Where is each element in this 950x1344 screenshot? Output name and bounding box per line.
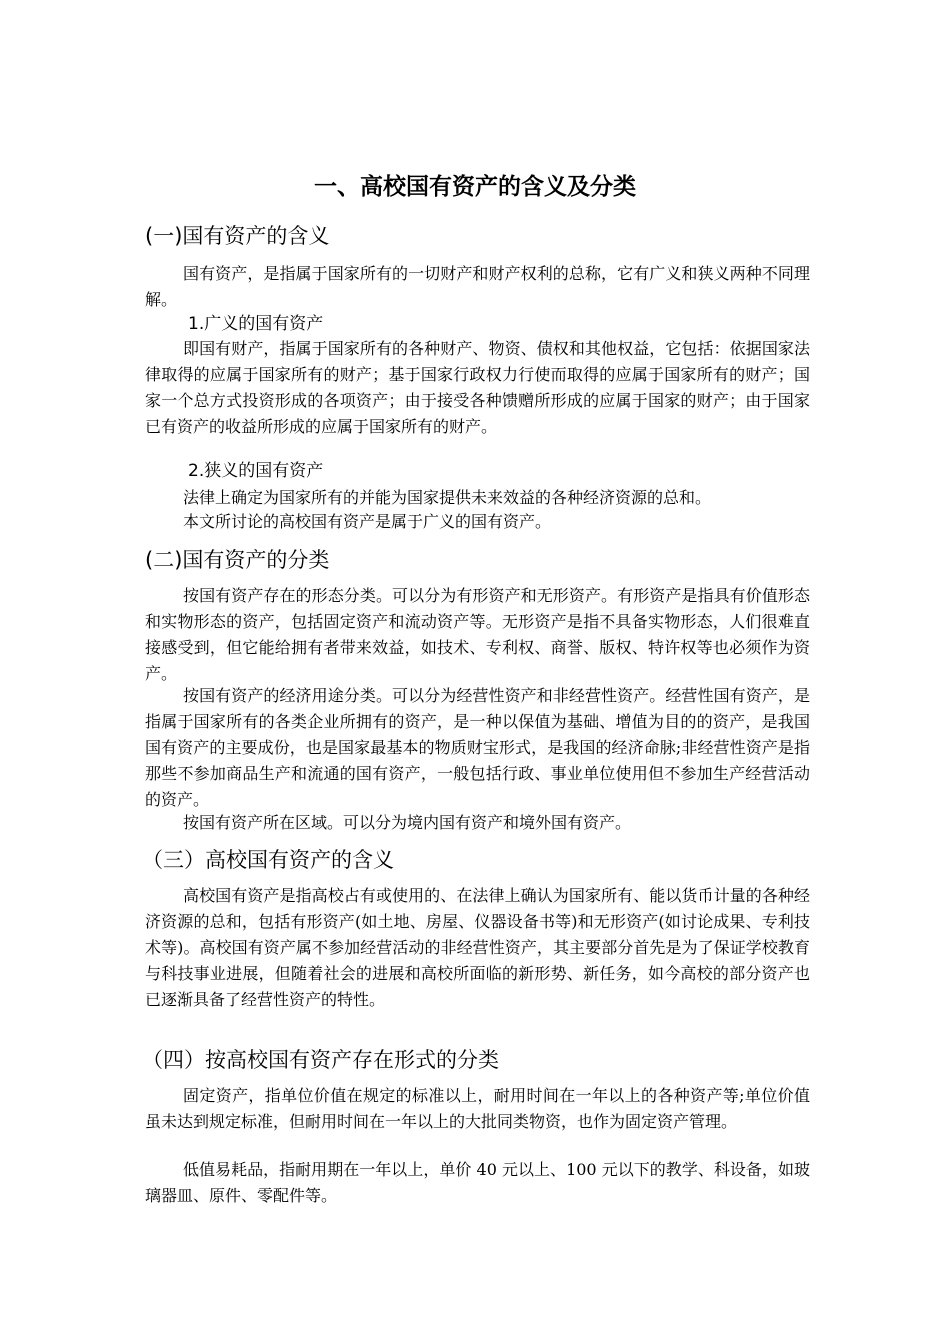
- section-2-paragraph-1: 按国有资产存在的形态分类。可以分为有形资产和无形资产。有形资产是指具有价值形态和实物形态的资产，包括固定资产和流动资产等。无形资产是指不具备实物形态，人们很难直接感受到，但它能给拥有者带来效益，如技术、专利权、商誉、版权、特许权等也必须作为资产。: [145, 586, 810, 683]
- page-title: 一、高校国有资产的含义及分类: [314, 174, 636, 200]
- section-2-heading: (二)国有资产的分类: [145, 548, 330, 572]
- section-1-sub2-heading: 2.狭义的国有资产: [188, 461, 324, 481]
- section-1-heading: (一)国有资产的含义: [145, 224, 330, 248]
- section-2-paragraph-3: 按国有资产所在区域。可以分为境内国有资产和境外国有资产。: [183, 813, 632, 832]
- section-1-sub1-text: 即国有财产，指属于国家所有的各种财产、物资、债权和其他权益，它包括：依据国家法律取得的应属于国家所有的财产；基于国家行政权力行使而取得的应属于国家所有的财产；国家一个总方式投资形成的各项资产；由于接受各种馈赠所形成的应属于国家的财产；由于国家已有资产的收益所形成的应属于国家所有的财产。: [145, 339, 810, 436]
- section-4-paragraph-1: 固定资产，指单位价值在规定的标准以上，耐用时间在一年以上的各种资产等;单位价值虽未达到规定标准，但耐用时间在一年以上的大批同类物资，也作为固定资产管理。: [145, 1086, 810, 1131]
- section-4-heading: （四）按高校国有资产存在形式的分类: [142, 1048, 499, 1072]
- section-1-sub1-heading: 1.广义的国有资产: [188, 314, 324, 334]
- section-3-paragraph-1: 高校国有资产是指高校占有或使用的、在法律上确认为国家所有、能以货币计量的各种经济资源的总和，包括有形资产(如土地、房屋、仪器设备书等)和无形资产(如讨论成果、专利技术等)。高校国有资产属不参加经营活动的非经营性资产，其主要部分首先是为了保证学校教育与科技事业进展，但随着社会的进展和高校所面临的新形势、新任务，如今高校的部分资产也已逐渐具备了经营性资产的特性。: [145, 886, 810, 1009]
- section-1-intro: 国有资产，是指属于国家所有的一切财产和财产权利的总称，它有广义和狭义两种不同理解。: [145, 264, 810, 309]
- section-2-paragraph-2: 按国有资产的经济用途分类。可以分为经营性资产和非经营性资产。经营性国有资产，是指属于国家所有的各类企业所拥有的资产，是一种以保值为基础、增值为目的的资产，是我国国有资产的主要成份，也是国家最基本的物质财宝形式，是我国的经济命脉;非经营性资产是指那些不参加商品生产和流通的国有资产，一般包括行政、事业单位使用但不参加生产经营活动的资产。: [145, 686, 810, 809]
- section-3-heading: （三）高校国有资产的含义: [142, 848, 394, 872]
- section-4-paragraph-2: 低值易耗品，指耐用期在一年以上，单价 40 元以上、100 元以下的教学、科设备，如玻璃器皿、原件、零配件等。: [145, 1160, 810, 1205]
- section-1-sub2-text-1: 法律上确定为国家所有的并能为国家提供未来效益的各种经济资源的总和。: [183, 488, 712, 507]
- section-1-sub2-text-2: 本文所讨论的高校国有资产是属于广义的国有资产。: [183, 512, 552, 531]
